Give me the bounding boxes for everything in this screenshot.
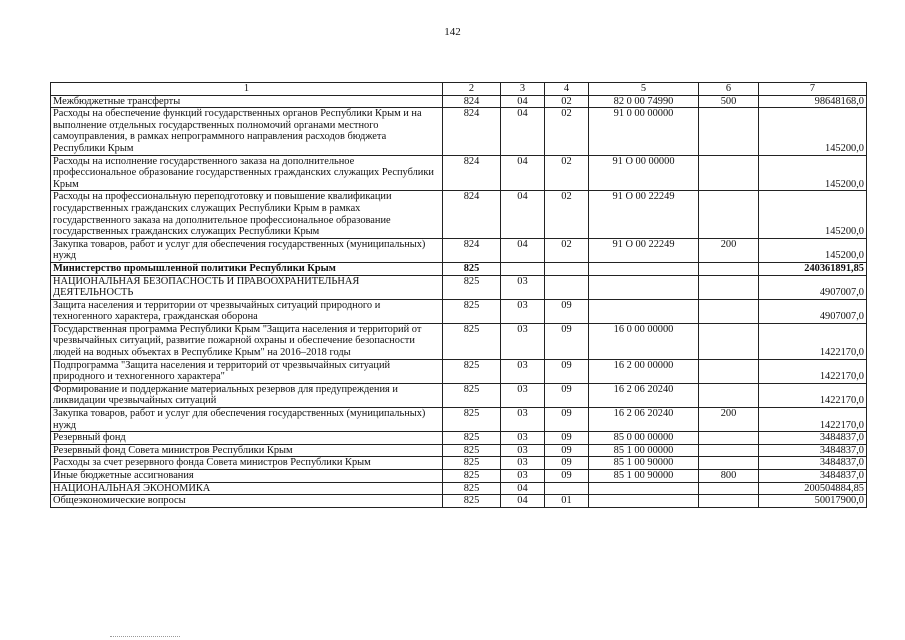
table-row: [51, 383, 867, 407]
faint-marks: [110, 628, 180, 637]
cell-c2: 825: [443, 444, 501, 457]
cell-c7: 145200,0: [759, 108, 867, 155]
cell-c5: 91 О 00 22249: [589, 191, 699, 238]
cell-c7: 145200,0: [759, 238, 867, 262]
row-description: Министерство промышленной политики Республики Крым: [51, 262, 443, 275]
cell-c2: 824: [443, 191, 501, 238]
cell-c5: [589, 262, 699, 275]
cell-c7: 4907007,0: [759, 299, 867, 323]
cell-c3: 04: [501, 495, 545, 508]
cell-c5: 16 0 00 00000: [589, 323, 699, 359]
table-row: [51, 444, 867, 457]
cell-c5: 91 О 00 22249: [589, 238, 699, 262]
row-description: НАЦИОНАЛЬНАЯ ЭКОНОМИКА: [51, 482, 443, 495]
cell-c5: [589, 275, 699, 299]
table-row: [51, 470, 867, 483]
cell-c3: [501, 262, 545, 275]
column-header: 6: [699, 83, 759, 96]
cell-c7: 3484837,0: [759, 470, 867, 483]
cell-c2: 825: [443, 470, 501, 483]
table-row: [51, 457, 867, 470]
cell-c4: 02: [545, 95, 589, 108]
cell-c2: 825: [443, 275, 501, 299]
cell-c5: [589, 495, 699, 508]
table-row: [51, 299, 867, 323]
cell-c4: 02: [545, 155, 589, 191]
table-row: [51, 262, 867, 275]
cell-c5: 16 2 06 20240: [589, 408, 699, 432]
row-description: Закупка товаров, работ и услуг для обеспечения государственных (муниципальных) нужд: [51, 238, 443, 262]
cell-c2: 825: [443, 383, 501, 407]
cell-c3: 04: [501, 155, 545, 191]
cell-c5: 85 1 00 90000: [589, 457, 699, 470]
table-row: [51, 191, 867, 238]
cell-c3: 03: [501, 323, 545, 359]
cell-c3: 03: [501, 444, 545, 457]
column-header: 1: [51, 83, 443, 96]
cell-c4: 09: [545, 323, 589, 359]
table-row: [51, 359, 867, 383]
cell-c5: 91 0 00 00000: [589, 108, 699, 155]
cell-c6: [699, 299, 759, 323]
page-number: 142: [444, 26, 461, 38]
cell-c6: [699, 482, 759, 495]
row-description: Резервный фонд Совета министров Республики Крым: [51, 444, 443, 457]
cell-c7: 3484837,0: [759, 444, 867, 457]
cell-c3: 04: [501, 191, 545, 238]
cell-c6: [699, 383, 759, 407]
cell-c6: [699, 108, 759, 155]
cell-c4: 09: [545, 359, 589, 383]
column-header: 7: [759, 83, 867, 96]
row-description: Закупка товаров, работ и услуг для обеспечения государственных (муниципальных) нужд: [51, 408, 443, 432]
table-row: [51, 482, 867, 495]
cell-c2: 825: [443, 359, 501, 383]
cell-c4: 09: [545, 432, 589, 445]
cell-c7: 240361891,85: [759, 262, 867, 275]
cell-c7: 145200,0: [759, 191, 867, 238]
row-description: Расходы на обеспечение функций государственных органов Республики Крым и на выполнение отдельных государственных полномочий органами местного самоуправления, в рамках непрограммного направления расходов бюджета Республики Крым: [51, 108, 443, 155]
cell-c6: 500: [699, 95, 759, 108]
cell-c7: 3484837,0: [759, 432, 867, 445]
cell-c5: 16 2 00 00000: [589, 359, 699, 383]
cell-c3: 04: [501, 238, 545, 262]
cell-c2: 824: [443, 95, 501, 108]
cell-c2: 825: [443, 408, 501, 432]
table-row: [51, 238, 867, 262]
cell-c6: [699, 191, 759, 238]
table-row: [51, 408, 867, 432]
row-description: Подпрограмма "Защита населения и территорий от чрезвычайных ситуаций природного и техногенного характера": [51, 359, 443, 383]
row-description: НАЦИОНАЛЬНАЯ БЕЗОПАСНОСТЬ И ПРАВООХРАНИТЕЛЬНАЯ ДЕЯТЕЛЬНОСТЬ: [51, 275, 443, 299]
cell-c6: [699, 432, 759, 445]
table-row: [51, 323, 867, 359]
cell-c4: 09: [545, 470, 589, 483]
cell-c5: 82 0 00 74990: [589, 95, 699, 108]
cell-c7: 1422170,0: [759, 323, 867, 359]
row-description: Государственная программа Республики Крым "Защита населения и территорий от чрезвычайных ситуаций, развитие пожарной охраны и обеспечение безопасности людей на водных объектах в Республике Крым" на 2016–2018 годы: [51, 323, 443, 359]
cell-c3: 03: [501, 432, 545, 445]
cell-c7: 200504884,85: [759, 482, 867, 495]
cell-c2: 824: [443, 155, 501, 191]
cell-c2: 825: [443, 495, 501, 508]
cell-c6: 200: [699, 408, 759, 432]
cell-c4: 09: [545, 457, 589, 470]
cell-c7: 3484837,0: [759, 457, 867, 470]
cell-c5: 85 0 00 00000: [589, 432, 699, 445]
column-header: 2: [443, 83, 501, 96]
table-row: [51, 155, 867, 191]
row-description: Межбюджетные трансферты: [51, 95, 443, 108]
cell-c3: 03: [501, 408, 545, 432]
cell-c3: 03: [501, 299, 545, 323]
cell-c6: [699, 262, 759, 275]
cell-c6: [699, 275, 759, 299]
cell-c5: 85 1 00 90000: [589, 470, 699, 483]
cell-c6: [699, 359, 759, 383]
cell-c5: 16 2 06 20240: [589, 383, 699, 407]
row-description: Расходы на профессиональную переподготовку и повышение квалификации государственных гражданских служащих Республики Крым в рамках государственного заказа на дополнительное профессиональное образование государственных гражданских служащих Республики Крым: [51, 191, 443, 238]
row-description: Расходы на исполнение государственного заказа на дополнительное профессиональное образование государственных гражданских служащих Республики Крым: [51, 155, 443, 191]
cell-c3: 03: [501, 457, 545, 470]
row-description: Формирование и поддержание материальных резервов для предупреждения и ликвидации чрезвычайных ситуаций: [51, 383, 443, 407]
table-row: [51, 275, 867, 299]
column-header: 4: [545, 83, 589, 96]
cell-c4: 09: [545, 408, 589, 432]
cell-c4: 09: [545, 299, 589, 323]
cell-c5: [589, 482, 699, 495]
cell-c3: 03: [501, 383, 545, 407]
table-row: [51, 495, 867, 508]
cell-c2: 825: [443, 262, 501, 275]
cell-c7: 50017900,0: [759, 495, 867, 508]
cell-c3: 03: [501, 470, 545, 483]
cell-c4: 02: [545, 108, 589, 155]
cell-c3: 03: [501, 275, 545, 299]
cell-c7: 145200,0: [759, 155, 867, 191]
cell-c6: [699, 155, 759, 191]
cell-c6: [699, 495, 759, 508]
cell-c3: 04: [501, 482, 545, 495]
cell-c2: 825: [443, 323, 501, 359]
cell-c4: 02: [545, 238, 589, 262]
cell-c4: 01: [545, 495, 589, 508]
column-header: 3: [501, 83, 545, 96]
table-row: [51, 95, 867, 108]
cell-c7: 98648168,0: [759, 95, 867, 108]
cell-c5: [589, 299, 699, 323]
cell-c6: [699, 444, 759, 457]
cell-c4: 02: [545, 191, 589, 238]
cell-c4: [545, 482, 589, 495]
budget-table: [50, 82, 867, 508]
row-description: Расходы за счет резервного фонда Совета министров Республики Крым: [51, 457, 443, 470]
column-header: 5: [589, 83, 699, 96]
cell-c2: 825: [443, 482, 501, 495]
cell-c7: 1422170,0: [759, 359, 867, 383]
row-description: Иные бюджетные ассигнования: [51, 470, 443, 483]
cell-c3: 04: [501, 108, 545, 155]
table-header-row: [51, 83, 867, 96]
cell-c4: 09: [545, 444, 589, 457]
row-description: Общеэкономические вопросы: [51, 495, 443, 508]
cell-c4: [545, 262, 589, 275]
cell-c2: 825: [443, 299, 501, 323]
cell-c6: 800: [699, 470, 759, 483]
cell-c4: 09: [545, 383, 589, 407]
cell-c7: 1422170,0: [759, 408, 867, 432]
cell-c4: [545, 275, 589, 299]
cell-c2: 825: [443, 457, 501, 470]
cell-c3: 03: [501, 359, 545, 383]
cell-c2: 825: [443, 432, 501, 445]
cell-c2: 824: [443, 108, 501, 155]
row-description: Резервный фонд: [51, 432, 443, 445]
cell-c6: [699, 323, 759, 359]
cell-c5: 85 1 00 00000: [589, 444, 699, 457]
cell-c5: 91 О 00 00000: [589, 155, 699, 191]
row-description: Защита населения и территории от чрезвычайных ситуаций природного и техногенного характера, гражданская оборона: [51, 299, 443, 323]
cell-c7: 4907007,0: [759, 275, 867, 299]
table-row: [51, 432, 867, 445]
table-row: [51, 108, 867, 155]
cell-c7: 1422170,0: [759, 383, 867, 407]
cell-c2: 824: [443, 238, 501, 262]
cell-c6: 200: [699, 238, 759, 262]
cell-c3: 04: [501, 95, 545, 108]
cell-c6: [699, 457, 759, 470]
